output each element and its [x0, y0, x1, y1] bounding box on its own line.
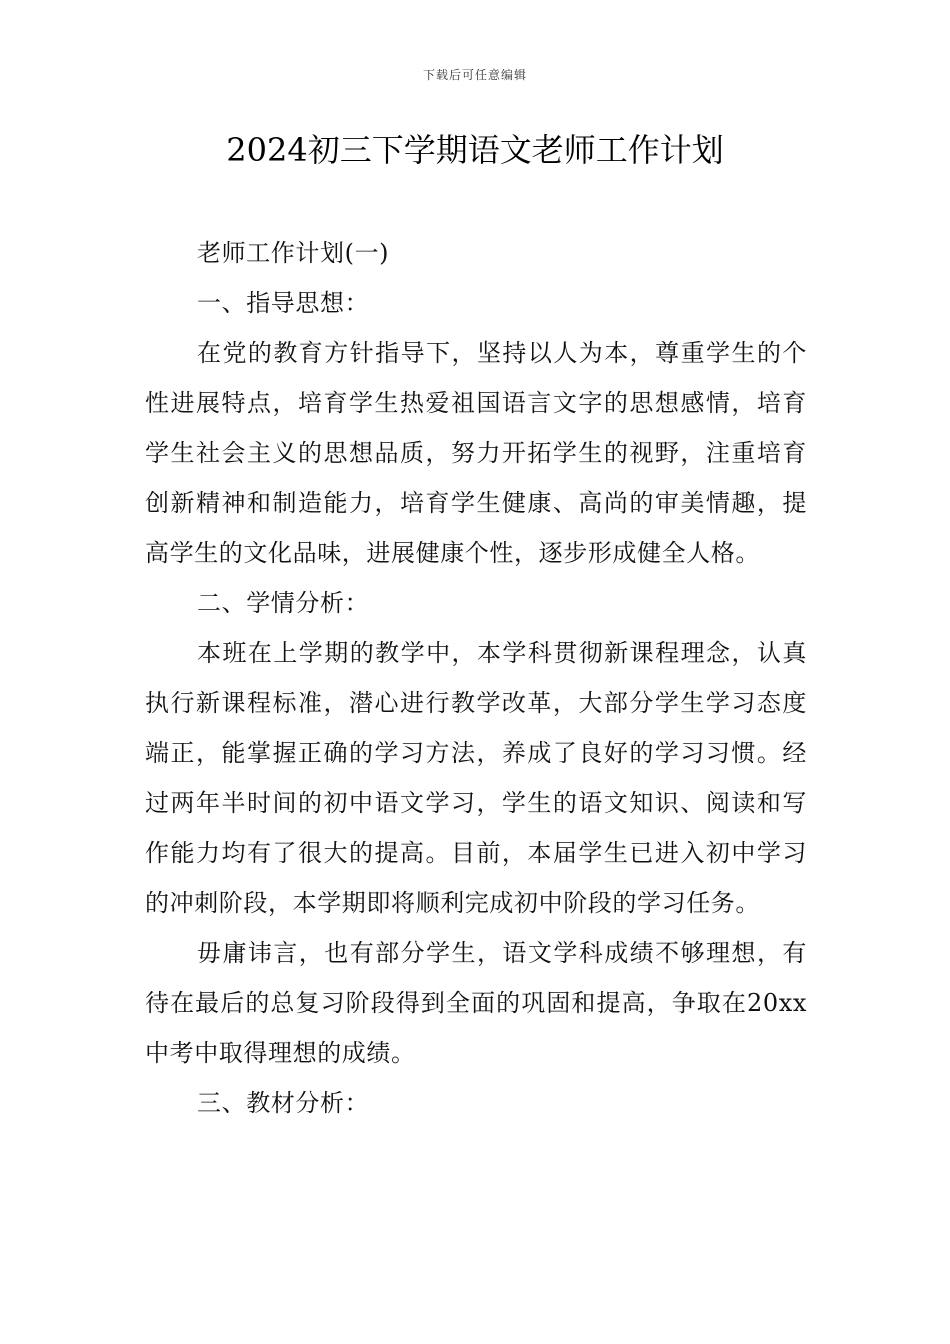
paragraph-student-analysis-2: 毋庸讳言，也有部分学生，语文学科成绩不够理想，有待在最后的总复习阶段得到全面的巩固和提高，争取在20xx中考中取得理想的成绩。	[145, 939, 807, 1067]
paragraph-section-1-heading: 一、指导思想：	[197, 289, 370, 317]
document-title: 2024初三下学期语文老师工作计划	[226, 131, 724, 169]
paragraph-section-3-heading: 三、教材分析：	[197, 1089, 370, 1117]
paragraph-section-2-heading: 二、学情分析：	[197, 589, 370, 617]
paragraph-plan-heading: 老师工作计划(一)	[197, 239, 390, 267]
paragraph-student-analysis: 本班在上学期的教学中，本学科贯彻新课程理念，认真执行新课程标准，潜心进行教学改革，大部分学生学习态度端正，能掌握正确的学习方法，养成了良好的学习习惯。经过两年半时间的初中语文学习，学生的语文知识、阅读和写作能力均有了很大的提高。目前，本届学生已进入初中学习的冲刺阶段，本学期即将顺利完成初中阶段的学习任务。	[145, 639, 807, 917]
paragraph-guiding-thought: 在党的教育方针指导下，坚持以人为本，尊重学生的个性进展特点，培育学生热爱祖国语言文字的思想感情，培育学生社会主义的思想品质，努力开拓学生的视野，注重培育创新精神和制造能力，培育学生健康、高尚的审美情趣，提高学生的文化品味，进展健康个性，逐步形成健全人格。	[145, 339, 807, 567]
document-body	[145, 228, 807, 1128]
page-header-note: 下载后可任意编辑	[422, 68, 527, 82]
